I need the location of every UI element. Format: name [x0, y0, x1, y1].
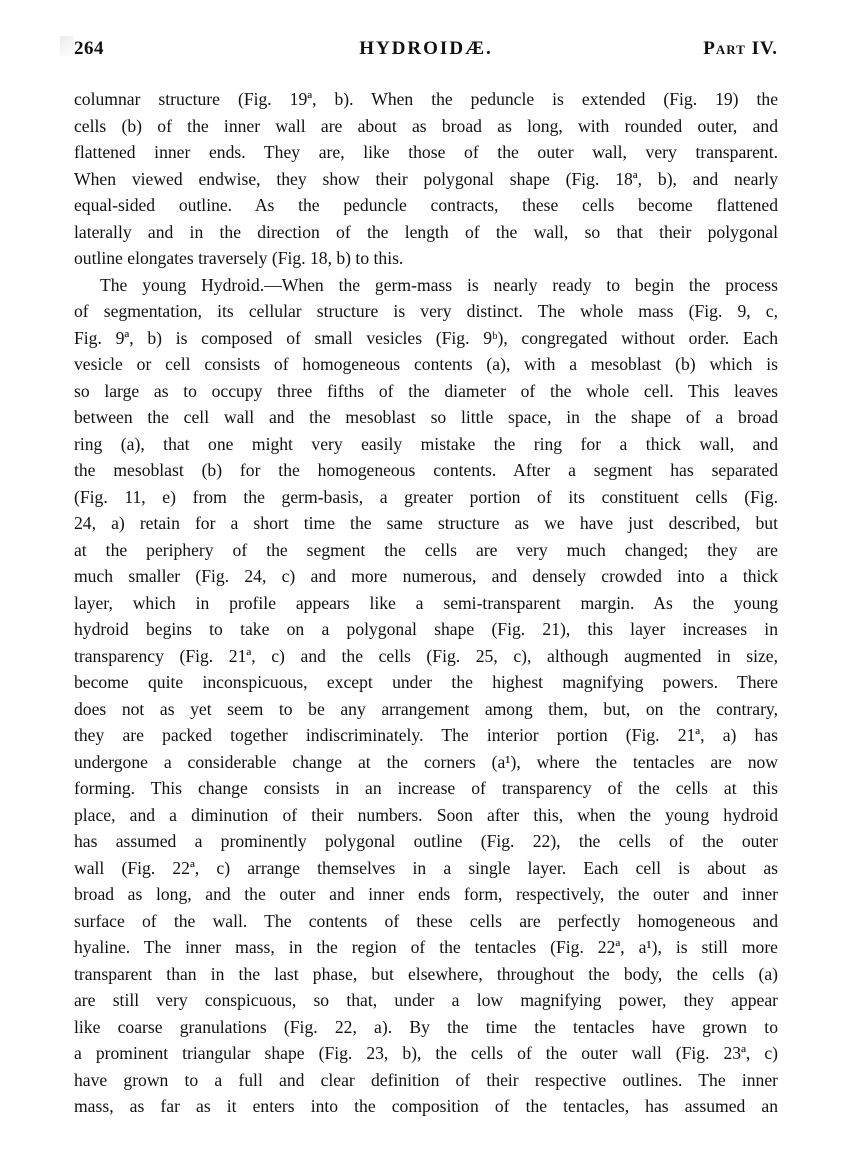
- scan-smudge: [60, 36, 74, 56]
- text-line: 24, a) retain for a short time the same structure as we have just described, but: [74, 513, 778, 533]
- page-number: 264: [74, 38, 104, 59]
- text-line: does not as yet seem to be any arrangement among them, but, on the contrary,: [74, 698, 778, 719]
- text-line: flattened inner ends. They are, like those of the outer wall, very transparent.: [74, 142, 778, 162]
- text-line: surface of the wall. The contents of these cells are perfectly homogeneous and: [74, 910, 778, 931]
- text-line: wall (Fig. 22ª, c) arrange themselves in a single layer. Each cell is about as: [74, 857, 778, 878]
- text-line: between the cell wall and the mesoblast so little space, in the shape of a broad: [74, 407, 778, 427]
- text-line: at the periphery of the segment the cells are very much changed; they are: [74, 539, 778, 560]
- text-line: mass, as far as it enters into the composition of the tentacles, has assumed an: [74, 1096, 778, 1116]
- text-line: have grown to a full and clear definition of their respective outlines. The inner: [74, 1069, 778, 1090]
- body-text: [74, 86, 778, 1120]
- text-line: of segmentation, its cellular structure is very distinct. The whole mass (Fig. 9, c,: [74, 301, 778, 321]
- text-line: hyaline. The inner mass, in the region of the tentacles (Fig. 22ª, a¹), is still more: [74, 937, 778, 957]
- text-line: ring (a), that one might very easily mistake the ring for a thick wall, and: [74, 433, 778, 454]
- text-line: equal-sided outline. As the peduncle contracts, these cells become flattened: [74, 195, 778, 215]
- page-header: [74, 38, 778, 70]
- text-line: transparency (Fig. 21ª, c) and the cells (Fig. 25, c), although augmented in size,: [74, 645, 778, 666]
- text-line: (Fig. 11, e) from the germ-basis, a greater portion of its constituent cells (Fig.: [74, 486, 778, 507]
- text-line: undergone a considerable change at the corners (a¹), where the tentacles are now: [74, 751, 778, 772]
- running-title: HYDROIDÆ.: [359, 38, 493, 59]
- text-line: vesicle or cell consists of homogeneous contents (a), with a mesoblast (b) which is: [74, 354, 778, 374]
- paragraph-start-line: The young Hydroid.—When the germ-mass is nearly ready to begin the process: [100, 274, 778, 295]
- text-line: broad as long, and the outer and inner ends form, respectively, the outer and inner: [74, 884, 778, 904]
- text-line: has assumed a prominently polygonal outline (Fig. 22), the cells of the outer: [74, 831, 778, 851]
- part-label: Part IV.: [703, 38, 778, 59]
- text-line: are still very conspicuous, so that, under a low magnifying power, they appear: [74, 990, 778, 1010]
- text-line: place, and a diminution of their numbers. Soon after this, when the young hydroid: [74, 804, 778, 825]
- text-line: transparent than in the last phase, but elsewhere, throughout the body, the cells (a): [74, 963, 778, 984]
- text-line: When viewed endwise, they show their polygonal shape (Fig. 18ª, b), and nearly: [74, 168, 778, 189]
- text-line: laterally and in the direction of the length of the wall, so that their polygonal: [74, 221, 778, 242]
- text-line: cells (b) of the inner wall are about as broad as long, with rounded outer, and: [74, 115, 778, 136]
- text-line: the mesoblast (b) for the homogeneous contents. After a segment has separated: [74, 460, 778, 480]
- text-line: Fig. 9ª, b) is composed of small vesicles (Fig. 9ᵇ), congregated without order. Each: [74, 327, 778, 348]
- text-line: become quite inconspicuous, except under the highest magnifying powers. There: [74, 672, 778, 692]
- text-line: like coarse granulations (Fig. 22, a). By the time the tentacles have grown to: [74, 1016, 778, 1037]
- text-line: much smaller (Fig. 24, c) and more numerous, and densely crowded into a thick: [74, 566, 778, 586]
- text-line: they are packed together indiscriminately. The interior portion (Fig. 21ª, a) has: [74, 725, 778, 745]
- text-line: a prominent triangular shape (Fig. 23, b), the cells of the outer wall (Fig. 23ª, c): [74, 1043, 778, 1063]
- text-line: columnar structure (Fig. 19ª, b). When the peduncle is extended (Fig. 19) the: [74, 89, 778, 109]
- text-line: layer, which in profile appears like a semi-transparent margin. As the young: [74, 592, 778, 613]
- text-line: outline elongates traversely (Fig. 18, b) to this.: [74, 248, 404, 268]
- text-line: so large as to occupy three fifths of the diameter of the whole cell. This leaves: [74, 380, 778, 401]
- text-line: hydroid begins to take on a polygonal shape (Fig. 21), this layer increases in: [74, 619, 778, 639]
- text-line: forming. This change consists in an increase of transparency of the cells at this: [74, 778, 778, 798]
